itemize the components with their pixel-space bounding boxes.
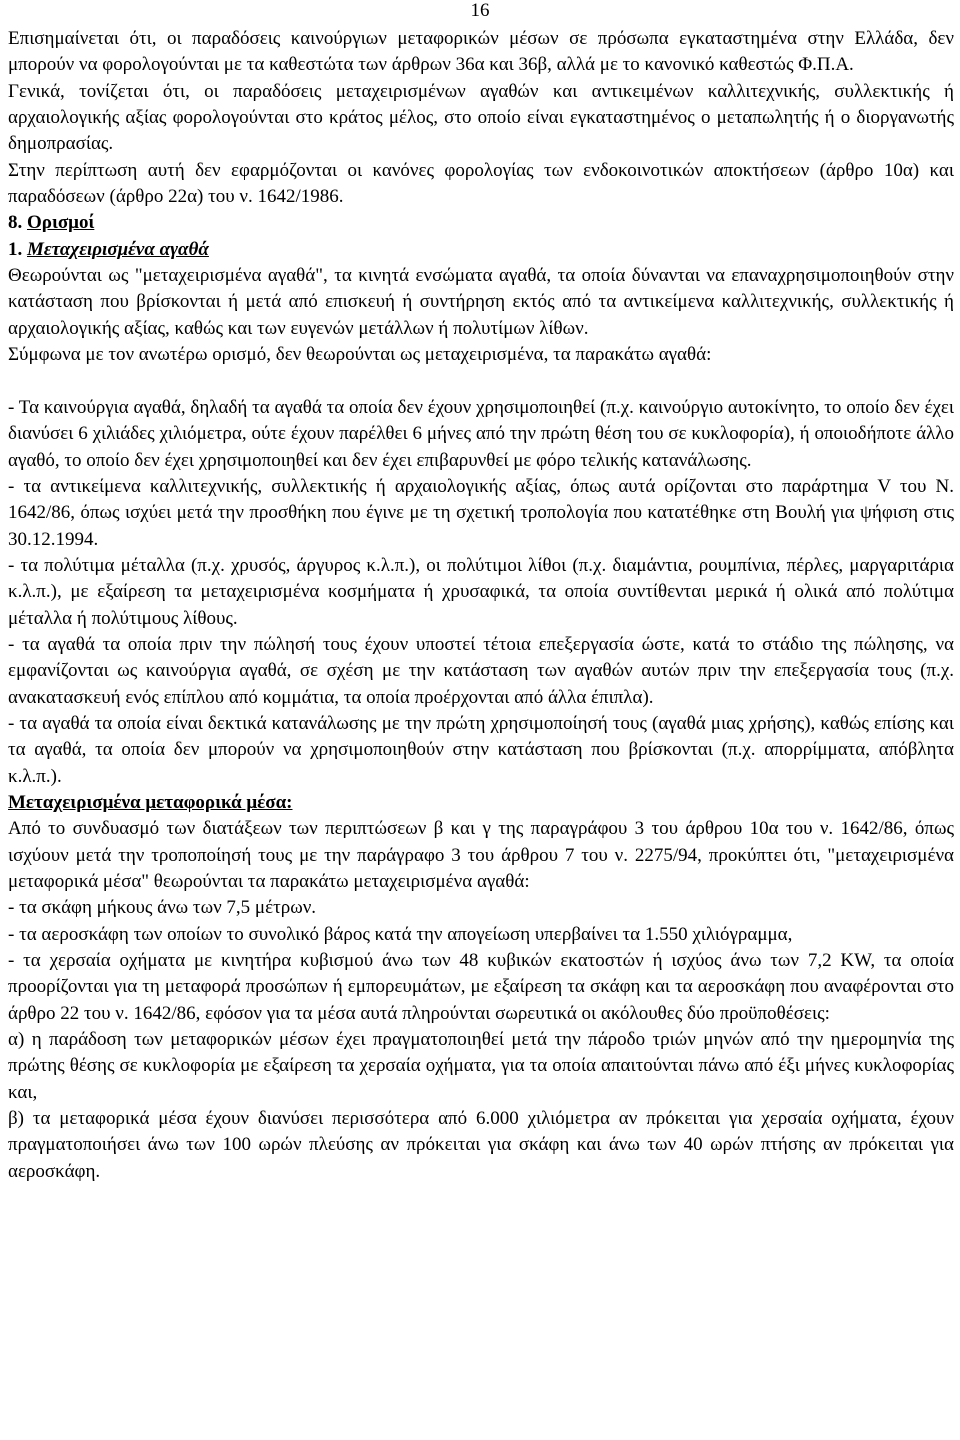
- paragraph-fpa-note: Επισημαίνεται ότι, οι παραδόσεις καινούργιων μεταφορικών μέσων σε πρόσωπα εγκαταστημένα στην Ελλάδα, δεν μπορούν να φορολογούνται με τα καθεστώτα των άρθρων 36α και 36β, αλλά με το κανονικό καθεστώς Φ.Π.Α.: [8, 28, 954, 76]
- list-item-consumables: - τα αγαθά τα οποία είναι δεκτικά κατανάλωσης με την πρώτη χρησιμοποίησή τους (αγαθά μιας χρήσης), καθώς επίσης και τα αγαθά, τα οποία δεν μπορούν να χρησιμοποιηθούν στην κατάσταση που βρίσκονται (π.χ. απορρίμματα, απόβλητα κ.λ.π.).: [8, 712, 954, 787]
- paragraph-exclusions-intro: Σύμφωνα με τον ανωτέρω ορισμό, δεν θεωρούνται ως μεταχειρισμένα, τα παρακάτω αγαθά:: [8, 344, 712, 366]
- list-item-processed-goods: - τα αγαθά τα οποία πριν την πώλησή τους έχουν υποστεί τέτοια επεξεργασία ώστε, κατά το στάδιο της πώλησης, να εμφανίζονται ως καινούργια αγαθά, σε σχέση με την κατάσταση των αγαθών αυτών πριν την επεξεργασία τους (π.χ. ανακατασκευή ενός επίπλου από κομμάτια, τα οποία προέρχονται από άλλα έπιπλα).: [8, 633, 954, 708]
- list-item-new-goods: - Τα καινούργια αγαθά, δηλαδή τα αγαθά τα οποία δεν έχουν χρησιμοποιηθεί (π.χ. καινούργιο αυτοκίνητο, το οποίο δεν έχει διανύσει 6 χιλιάδες χιλιόμετρα, ούτε έχουν παρέλθει 6 μήνες από την πρώτη θέση του σε κυκλοφορία), ή οποιοδήποτε άλλο αγαθό, το οποίο δεν έχει χρησιμοποιηθεί και δεν έχει επιβαρυνθεί με φόρο τελικής κατανάλωσης.: [8, 396, 954, 471]
- list-item-condition-b: β) τα μεταφορικά μέσα έχουν διανύσει περισσότερα από 6.000 χιλιόμετρα αν πρόκειται για χερσαία οχήματα, έχουν πραγματοποιήσει άνω των 100 ωρών πλεύσης αν πρόκειται για σκάφη και άνω των 40 ωρών πτήσης αν πρόκειται για αεροσκάφη.: [8, 1108, 954, 1182]
- paragraph-intra-community: Στην περίπτωση αυτή δεν εφαρμόζονται οι κανόνες φορολογίας των ενδοκοινοτικών αποκτήσεων (άρθρο 10α) και παραδόσεων (άρθρο 22α) του ν. 1642/1986.: [8, 159, 954, 208]
- subsection-title: Μεταχειρισμένα αγαθά: [27, 238, 209, 260]
- document-body: [8, 26, 954, 1185]
- list-item-art-objects: - τα αντικείμενα καλλιτεχνικής, συλλεκτικής ή αρχαιολογικής αξίας, όπως αυτά ορίζονται στο παράρτημα V του Ν. 1642/86, όπως ισχύει μετά την προσθήκη που έγινε με τη σχετική τροπολογία που κατατέθηκε στη Βουλή για ψήφιση στις 30.12.1994.: [8, 475, 954, 550]
- section-heading-definitions: [8, 210, 954, 236]
- subsection-heading-used-goods: [8, 237, 954, 263]
- paragraph-used-goods-definition: Θεωρούνται ως "μεταχειρισμένα αγαθά", τα κινητά ενσώματα αγαθά, τα οποία δύνανται να επαναχρησιμοποιηθούν στην κατάσταση που βρίσκονται ή μετά από επισκευή ή συντήρηση εκτός από τα αντικείμενα καλλιτεχνικής, συλλεκτικής ή αρχαιολογικής αξίας, καθώς και των ευγενών μετάλλων ή πολυτίμων λίθων.: [8, 265, 954, 339]
- list-item-condition-a: α) η παράδοση των μεταφορικών μέσων έχει πραγματοποιηθεί μετά την πάροδο τριών μηνών από την ημερομηνία της πρώτης θέσης σε κυκλοφορία με εξαίρεση τα χερσαία οχήματα, για τα οποία απαιτούνται πάνω από έξι μήνες κυκλοφορίας και,: [8, 1029, 954, 1103]
- page-number: 16: [470, 0, 490, 21]
- section-number: 8.: [8, 212, 27, 234]
- subsection-number: 1.: [8, 238, 27, 260]
- list-item-land-vehicles: - τα χερσαία οχήματα με κινητήρα κυβισμού άνω των 48 κυβικών εκατοστών ή ισχύος άνω των 7,2 KW, τα οποία προορίζονται για τη μεταφορά προσώπων ή εμπορευμάτων, με εξαίρεση τα σκάφη και τα αεροσκάφη που αναφέρονται στο άρθρο 22 του ν. 1642/86, εφόσον για τα μέσα αυτά πληρούνται σωρευτικά οι ακόλουθες δύο προϋποθέσεις:: [8, 950, 954, 1024]
- section-title: Ορισμοί: [27, 212, 95, 234]
- paragraph-general: Γενικά, τονίζεται ότι, οι παραδόσεις μεταχειρισμένων αγαθών και αντικειμένων καλλιτεχνικής, συλλεκτικής ή αρχαιολογικής αξίας φορολογούνται στο κράτος μέλος, στο οποίο είναι εγκαταστημένος ο μεταπωλητής ή ο διοργανωτής δημοπρασίας.: [8, 80, 954, 155]
- list-item-aircraft: - τα αεροσκάφη των οποίων το συνολικό βάρος κατά την απογείωση υπερβαίνει τα 1.550 χιλιόγραμμα,: [8, 923, 793, 945]
- section-heading-used-vehicles: Μεταχειρισμένα μεταφορικά μέσα:: [8, 791, 293, 813]
- list-item-precious-metals: - τα πολύτιμα μέταλλα (π.χ. χρυσός, άργυρος κ.λ.π.), οι πολύτιμοι λίθοι (π.χ. διαμάντια, ρουμπίνια, πέρλες, μαργαριτάρια κ.λ.π.), με εξαίρεση τα μεταχειρισμένα κοσμήματα ή χρυσαφικά, τα οποία συντίθενται μερικά ή ολικά από πολύτιμα μέταλλα ή πολύτιμους λίθους.: [8, 554, 954, 629]
- paragraph-vehicles-intro: Από το συνδυασμό των διατάξεων των περιπτώσεων β και γ της παραγράφου 3 του άρθρου 10α του ν. 1642/86, όπως ισχύουν μετά την τροποποίησή τους με την παράγραφο 3 του άρθρου 7 του ν. 2275/94, προκύπτει ότι, "μεταχειρισμένα μεταφορικά μέσα" θεωρούνται τα παρακάτω μεταχειρισμένα αγαθά:: [8, 818, 954, 892]
- blank-line: [8, 368, 954, 394]
- list-item-vessels: - τα σκάφη μήκους άνω των 7,5 μέτρων.: [8, 897, 317, 919]
